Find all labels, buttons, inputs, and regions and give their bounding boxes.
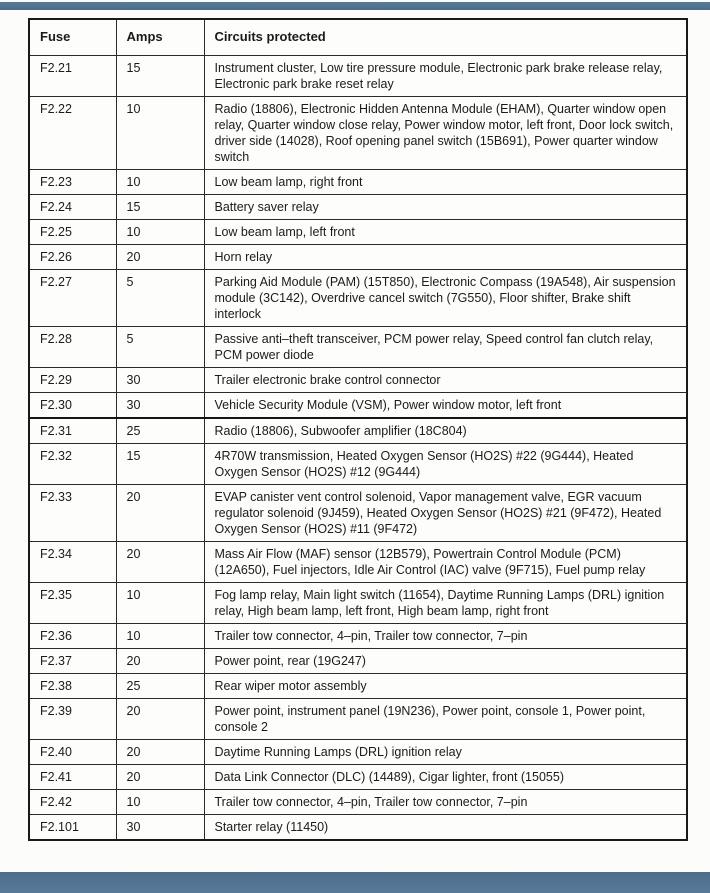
circuits-cell: Battery saver relay <box>204 194 687 219</box>
circuits-cell: Passive anti–theft transceiver, PCM power relay, Speed control fan clutch relay, PCM power diode <box>204 326 687 367</box>
header-row <box>29 19 687 55</box>
table-row <box>29 582 687 623</box>
fuse-cell: F2.33 <box>29 484 116 541</box>
table-row <box>29 648 687 673</box>
fuse-cell: F2.42 <box>29 789 116 814</box>
amps-cell: 10 <box>116 219 204 244</box>
amps-cell: 30 <box>116 367 204 392</box>
amps-cell: 30 <box>116 814 204 840</box>
fuse-cell: F2.38 <box>29 673 116 698</box>
fuse-cell: F2.28 <box>29 326 116 367</box>
fuse-table <box>28 18 688 841</box>
fuse-cell: F2.27 <box>29 269 116 326</box>
circuits-cell: Power point, rear (19G247) <box>204 648 687 673</box>
fuse-cell: F2.26 <box>29 244 116 269</box>
table-row <box>29 219 687 244</box>
fuse-cell: F2.21 <box>29 55 116 96</box>
circuits-cell: Horn relay <box>204 244 687 269</box>
amps-cell: 25 <box>116 673 204 698</box>
amps-cell: 20 <box>116 739 204 764</box>
fuse-cell: F2.31 <box>29 418 116 444</box>
column-header-amps: Amps <box>116 19 204 55</box>
column-header-circuits: Circuits protected <box>204 19 687 55</box>
amps-cell: 30 <box>116 392 204 418</box>
fuse-cell: F2.30 <box>29 392 116 418</box>
table-row <box>29 673 687 698</box>
table-row <box>29 698 687 739</box>
amps-cell: 10 <box>116 623 204 648</box>
amps-cell: 20 <box>116 244 204 269</box>
amps-cell: 25 <box>116 418 204 444</box>
amps-cell: 20 <box>116 648 204 673</box>
table-row <box>29 244 687 269</box>
table-row <box>29 194 687 219</box>
circuits-cell: Rear wiper motor assembly <box>204 673 687 698</box>
circuits-cell: Starter relay (11450) <box>204 814 687 840</box>
table-row <box>29 392 687 418</box>
table-row <box>29 367 687 392</box>
table-row <box>29 96 687 169</box>
circuits-cell: Daytime Running Lamps (DRL) ignition relay <box>204 739 687 764</box>
table-row <box>29 764 687 789</box>
circuits-cell: Radio (18806), Subwoofer amplifier (18C804) <box>204 418 687 444</box>
table-row <box>29 55 687 96</box>
fuse-cell: F2.25 <box>29 219 116 244</box>
circuits-cell: Parking Aid Module (PAM) (15T850), Electronic Compass (19A548), Air suspension module (3C142), Overdrive cancel switch (7G550), Floor shifter, Brake shift interlock <box>204 269 687 326</box>
circuits-cell: EVAP canister vent control solenoid, Vapor management valve, EGR vacuum regulator solenoid (9J459), Heated Oxygen Sensor (HO2S) #21 (9F472), Heated Oxygen Sensor (HO2S) #11 (9F472) <box>204 484 687 541</box>
circuits-cell: Trailer tow connector, 4–pin, Trailer tow connector, 7–pin <box>204 623 687 648</box>
amps-cell: 20 <box>116 698 204 739</box>
table-row <box>29 484 687 541</box>
fuse-cell: F2.24 <box>29 194 116 219</box>
fuse-cell: F2.101 <box>29 814 116 840</box>
fuse-cell: F2.22 <box>29 96 116 169</box>
circuits-cell: Power point, instrument panel (19N236), Power point, console 1, Power point, console 2 <box>204 698 687 739</box>
table-row <box>29 418 687 444</box>
fuse-cell: F2.23 <box>29 169 116 194</box>
circuits-cell: Mass Air Flow (MAF) sensor (12B579), Powertrain Control Module (PCM) (12A650), Fuel injectors, Idle Air Control (IAC) valve (9F715), Fuel pump relay <box>204 541 687 582</box>
table-row <box>29 326 687 367</box>
table-row <box>29 739 687 764</box>
circuits-cell: Low beam lamp, left front <box>204 219 687 244</box>
circuits-cell: Data Link Connector (DLC) (14489), Cigar lighter, front (15055) <box>204 764 687 789</box>
fuse-table-body <box>29 55 687 840</box>
circuits-cell: Trailer electronic brake control connector <box>204 367 687 392</box>
fuse-cell: F2.37 <box>29 648 116 673</box>
amps-cell: 20 <box>116 484 204 541</box>
amps-cell: 20 <box>116 541 204 582</box>
circuits-cell: Fog lamp relay, Main light switch (11654), Daytime Running Lamps (DRL) ignition relay, High beam lamp, left front, High beam lamp, right front <box>204 582 687 623</box>
amps-cell: 15 <box>116 443 204 484</box>
amps-cell: 20 <box>116 764 204 789</box>
table-row <box>29 169 687 194</box>
fuse-cell: F2.29 <box>29 367 116 392</box>
circuits-cell: 4R70W transmission, Heated Oxygen Sensor (HO2S) #22 (9G444), Heated Oxygen Sensor (HO2S) #12 (9G444) <box>204 443 687 484</box>
fuse-table-container <box>28 18 688 841</box>
fuse-table-header <box>29 19 687 55</box>
circuits-cell: Low beam lamp, right front <box>204 169 687 194</box>
table-row <box>29 623 687 648</box>
circuits-cell: Vehicle Security Module (VSM), Power window motor, left front <box>204 392 687 418</box>
column-header-fuse: Fuse <box>29 19 116 55</box>
fuse-cell: F2.32 <box>29 443 116 484</box>
amps-cell: 10 <box>116 789 204 814</box>
circuits-cell: Radio (18806), Electronic Hidden Antenna Module (EHAM), Quarter window open relay, Quarter window close relay, Power window motor, left front, Door lock switch, driver side (14028), Roof opening panel switch (15B691), Power quarter window switch <box>204 96 687 169</box>
fuse-cell: F2.36 <box>29 623 116 648</box>
fuse-cell: F2.41 <box>29 764 116 789</box>
circuits-cell: Instrument cluster, Low tire pressure module, Electronic park brake release relay, Electronic park brake reset relay <box>204 55 687 96</box>
table-row <box>29 541 687 582</box>
top-bar <box>0 2 710 10</box>
circuits-cell: Trailer tow connector, 4–pin, Trailer tow connector, 7–pin <box>204 789 687 814</box>
amps-cell: 5 <box>116 326 204 367</box>
fuse-cell: F2.35 <box>29 582 116 623</box>
amps-cell: 15 <box>116 194 204 219</box>
table-row <box>29 269 687 326</box>
fuse-cell: F2.40 <box>29 739 116 764</box>
table-row <box>29 814 687 840</box>
fuse-cell: F2.39 <box>29 698 116 739</box>
fuse-cell: F2.34 <box>29 541 116 582</box>
table-row <box>29 443 687 484</box>
table-row <box>29 789 687 814</box>
amps-cell: 10 <box>116 582 204 623</box>
amps-cell: 10 <box>116 96 204 169</box>
amps-cell: 15 <box>116 55 204 96</box>
amps-cell: 5 <box>116 269 204 326</box>
bottom-bar <box>0 872 710 893</box>
amps-cell: 10 <box>116 169 204 194</box>
